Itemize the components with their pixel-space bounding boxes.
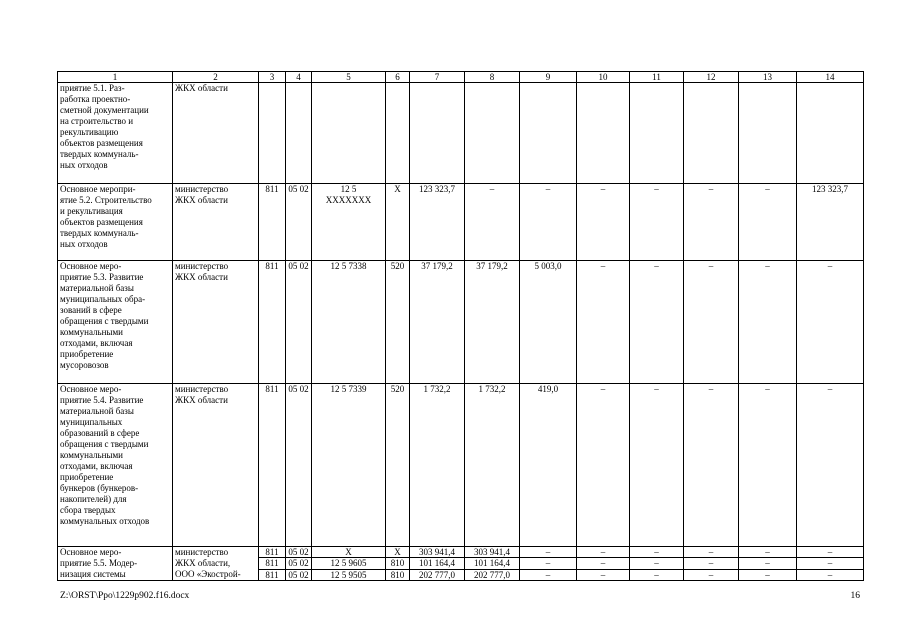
cell-col11: – — [630, 261, 684, 384]
col-header: 2 — [173, 72, 259, 83]
cell-col12: – — [684, 261, 739, 384]
cell-col12: – — [684, 558, 739, 569]
cell-col3 — [259, 83, 286, 184]
cell-col6: X — [386, 184, 410, 261]
cell-col3: 811 — [259, 184, 286, 261]
cell-col4: 05 02 — [286, 558, 312, 569]
cell-col5: 12 5 XXXXXXX — [312, 184, 386, 261]
cell-col3: 811 — [259, 558, 286, 569]
col-header: 1 — [58, 72, 173, 83]
cell-col4: 05 02 — [286, 547, 312, 558]
cell-col14: – — [797, 569, 864, 580]
cell-col11: – — [630, 184, 684, 261]
cell-col4: 05 02 — [286, 569, 312, 580]
file-path: Z:\ORST\Ppo\1229p902.f16.docx — [60, 591, 190, 601]
cell-col6 — [386, 83, 410, 184]
cell-col4 — [286, 83, 312, 184]
cell-col6: 810 — [386, 558, 410, 569]
cell-col3: 811 — [259, 384, 286, 547]
cell-col8: 202 777,0 — [465, 569, 520, 580]
activity-name: Основное меро- приятие 5.3. Развитие материальной базы муниципальных обра- зований в сфере обращения с твердыми коммунальными отходами, включая приобретение мусоровозов — [58, 261, 173, 384]
cell-col3: 811 — [259, 547, 286, 558]
col-header: 8 — [465, 72, 520, 83]
table-row — [58, 261, 864, 384]
cell-col9: – — [520, 184, 577, 261]
cell-col12: – — [684, 184, 739, 261]
cell-col12: – — [684, 569, 739, 580]
cell-col4: 05 02 — [286, 184, 312, 261]
cell-col9: – — [520, 547, 577, 558]
cell-col7: 303 941,4 — [410, 547, 465, 558]
cell-col9 — [520, 83, 577, 184]
cell-col11: – — [630, 547, 684, 558]
responsible-org: министерство ЖКХ области, ООО «Экострой- — [173, 547, 259, 581]
activity-name: Основное меро- приятие 5.4. Развитие материальной базы муниципальных образований в сфере обращения с твердыми коммунальными отходами, включая приобретение бункеров (бункеров- накопителей) для сбора твердых коммунальных отходов — [58, 384, 173, 547]
col-header: 3 — [259, 72, 286, 83]
activity-name: приятие 5.1. Раз- работка проектно- сметной документации на строительство и рекультивацию объектов размещения твердых коммуналь- ных отходов — [58, 83, 173, 184]
cell-col11: – — [630, 569, 684, 580]
cell-col14 — [797, 83, 864, 184]
col-header: 10 — [577, 72, 630, 83]
table-row — [58, 184, 864, 261]
page-footer — [60, 591, 860, 601]
col-header: 11 — [630, 72, 684, 83]
responsible-org: министерство ЖКХ области — [173, 384, 259, 547]
cell-col5: 12 5 9605 — [312, 558, 386, 569]
table-row — [58, 83, 864, 184]
cell-col14: – — [797, 261, 864, 384]
cell-col4: 05 02 — [286, 261, 312, 384]
cell-col7: 37 179,2 — [410, 261, 465, 384]
responsible-org: министерство ЖКХ области — [173, 184, 259, 261]
col-header: 4 — [286, 72, 312, 83]
cell-col11: – — [630, 558, 684, 569]
budget-table — [57, 71, 864, 581]
table-row — [58, 547, 864, 558]
cell-col12: – — [684, 547, 739, 558]
cell-col9: – — [520, 558, 577, 569]
cell-col13: – — [739, 569, 797, 580]
cell-col3: 811 — [259, 261, 286, 384]
cell-col10: – — [577, 547, 630, 558]
cell-col12: – — [684, 384, 739, 547]
cell-col8: 101 164,4 — [465, 558, 520, 569]
column-number-row — [58, 72, 864, 83]
cell-col10: – — [577, 558, 630, 569]
cell-col11: – — [630, 384, 684, 547]
cell-col11 — [630, 83, 684, 184]
cell-col10: – — [577, 384, 630, 547]
cell-col14: – — [797, 384, 864, 547]
col-header: 13 — [739, 72, 797, 83]
cell-col6: 810 — [386, 569, 410, 580]
cell-col13 — [739, 83, 797, 184]
cell-col13: – — [739, 558, 797, 569]
col-header: 12 — [684, 72, 739, 83]
cell-col10: – — [577, 261, 630, 384]
cell-col7: 202 777,0 — [410, 569, 465, 580]
cell-col10: – — [577, 569, 630, 580]
cell-col8 — [465, 83, 520, 184]
cell-col14: – — [797, 547, 864, 558]
activity-name: Основное меропри- ятие 5.2. Строительство и рекультивация объектов размещения твердых коммуналь- ных отходов — [58, 184, 173, 261]
cell-col7: 1 732,2 — [410, 384, 465, 547]
cell-col7: 123 323,7 — [410, 184, 465, 261]
col-header: 7 — [410, 72, 465, 83]
cell-col9: 419,0 — [520, 384, 577, 547]
cell-col13: – — [739, 261, 797, 384]
cell-col9: 5 003,0 — [520, 261, 577, 384]
cell-col5: 12 5 9505 — [312, 569, 386, 580]
responsible-org: министерство ЖКХ области — [173, 261, 259, 384]
cell-col8: 1 732,2 — [465, 384, 520, 547]
cell-col9: – — [520, 569, 577, 580]
cell-col6: X — [386, 547, 410, 558]
col-header: 6 — [386, 72, 410, 83]
cell-col8: 37 179,2 — [465, 261, 520, 384]
col-header: 5 — [312, 72, 386, 83]
cell-col7: 101 164,4 — [410, 558, 465, 569]
cell-col5 — [312, 83, 386, 184]
cell-col5: X — [312, 547, 386, 558]
cell-col8: – — [465, 184, 520, 261]
table-row — [58, 384, 864, 547]
cell-col5: 12 5 7339 — [312, 384, 386, 547]
cell-col10: – — [577, 184, 630, 261]
cell-col14: – — [797, 558, 864, 569]
cell-col12 — [684, 83, 739, 184]
responsible-org: ЖКХ области — [173, 83, 259, 184]
cell-col13: – — [739, 384, 797, 547]
col-header: 14 — [797, 72, 864, 83]
cell-col14: 123 323,7 — [797, 184, 864, 261]
cell-col10 — [577, 83, 630, 184]
cell-col7 — [410, 83, 465, 184]
cell-col13: – — [739, 184, 797, 261]
cell-col6: 520 — [386, 261, 410, 384]
activity-name: Основное меро- приятие 5.5. Модер- низация системы — [58, 547, 173, 581]
cell-col3: 811 — [259, 569, 286, 580]
cell-col13: – — [739, 547, 797, 558]
cell-col5: 12 5 7338 — [312, 261, 386, 384]
page-number: 16 — [850, 591, 860, 601]
cell-col6: 520 — [386, 384, 410, 547]
cell-col8: 303 941,4 — [465, 547, 520, 558]
cell-col4: 05 02 — [286, 384, 312, 547]
col-header: 9 — [520, 72, 577, 83]
